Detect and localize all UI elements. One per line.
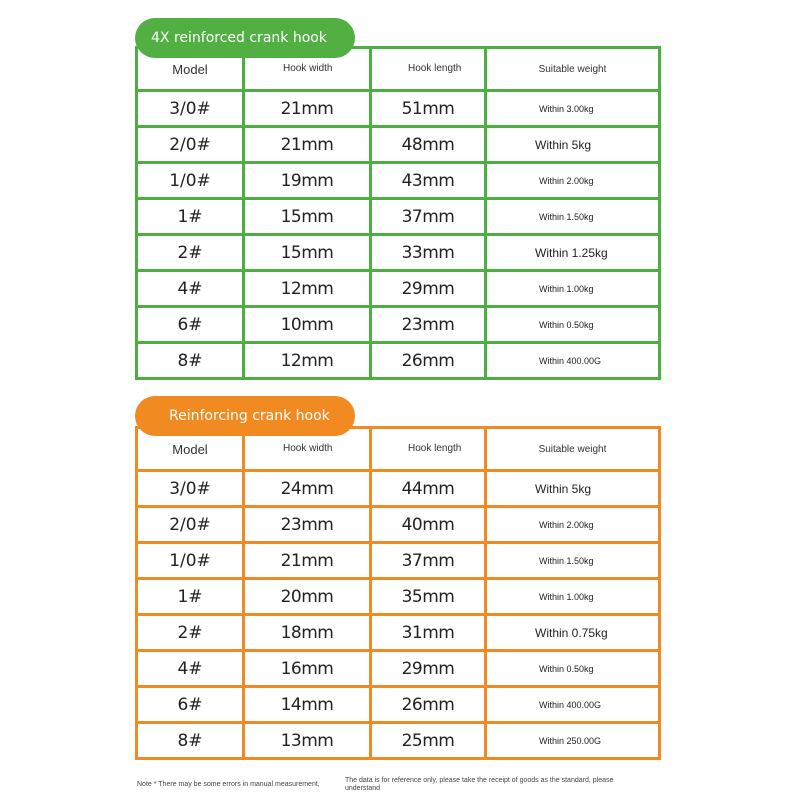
hook-length-cell: 23mm bbox=[371, 307, 486, 343]
table-row bbox=[137, 235, 660, 271]
model-cell: 6# bbox=[137, 687, 244, 723]
suitable-weight-cell: Within 2.00kg bbox=[486, 507, 660, 543]
model-cell: 1/0# bbox=[137, 543, 244, 579]
table-row bbox=[137, 543, 660, 579]
header-hook-width: Hook width bbox=[244, 48, 371, 91]
table-row bbox=[137, 687, 660, 723]
spec-table-4x bbox=[135, 46, 661, 380]
suitable-weight-cell: Within 250.00G bbox=[486, 723, 660, 759]
table-row bbox=[137, 651, 660, 687]
table-row bbox=[137, 471, 660, 507]
model-cell: 4# bbox=[137, 271, 244, 307]
hook-width-cell: 16mm bbox=[244, 651, 371, 687]
hook-width-cell: 20mm bbox=[244, 579, 371, 615]
model-cell: 6# bbox=[137, 307, 244, 343]
hook-length-cell: 31mm bbox=[371, 615, 486, 651]
header-model: Model bbox=[137, 48, 244, 91]
hook-length-cell: 40mm bbox=[371, 507, 486, 543]
table-row bbox=[137, 163, 660, 199]
hook-width-cell: 12mm bbox=[244, 343, 371, 379]
table-row bbox=[137, 507, 660, 543]
hook-length-cell: 43mm bbox=[371, 163, 486, 199]
header-hook-length: Hook length bbox=[371, 428, 486, 471]
note-left: Note * There may be some errors in manual measurement, bbox=[137, 781, 320, 788]
model-cell: 2/0# bbox=[137, 507, 244, 543]
model-cell: 1# bbox=[137, 199, 244, 235]
hook-width-cell: 14mm bbox=[244, 687, 371, 723]
hook-width-cell: 10mm bbox=[244, 307, 371, 343]
note-right: The data is for reference only, please take the receipt of goods as the standard, please understand bbox=[345, 777, 614, 792]
model-cell: 4# bbox=[137, 651, 244, 687]
hook-width-cell: 23mm bbox=[244, 507, 371, 543]
hook-length-cell: 26mm bbox=[371, 687, 486, 723]
hook-width-cell: 24mm bbox=[244, 471, 371, 507]
table-row bbox=[137, 615, 660, 651]
suitable-weight-cell: Within 1.00kg bbox=[486, 579, 660, 615]
hook-length-cell: 35mm bbox=[371, 579, 486, 615]
hook-length-cell: 37mm bbox=[371, 199, 486, 235]
header-suitable-weight: Suitable weight bbox=[486, 428, 660, 471]
hook-length-cell: 33mm bbox=[371, 235, 486, 271]
header-model: Model bbox=[137, 428, 244, 471]
hook-length-cell: 37mm bbox=[371, 543, 486, 579]
suitable-weight-cell: Within 400.00G bbox=[486, 687, 660, 723]
suitable-weight-cell: Within 0.50kg bbox=[486, 307, 660, 343]
table-title-badge: Reinforcing crank hook bbox=[135, 396, 355, 436]
table-row bbox=[137, 307, 660, 343]
hook-width-cell: 13mm bbox=[244, 723, 371, 759]
hook-length-cell: 51mm bbox=[371, 91, 486, 127]
suitable-weight-cell: Within 2.00kg bbox=[486, 163, 660, 199]
model-cell: 3/0# bbox=[137, 471, 244, 507]
suitable-weight-cell: Within 0.75kg bbox=[486, 615, 660, 651]
table-row bbox=[137, 199, 660, 235]
suitable-weight-cell: Within 1.50kg bbox=[486, 543, 660, 579]
suitable-weight-cell: Within 400.00G bbox=[486, 343, 660, 379]
hook-length-cell: 29mm bbox=[371, 271, 486, 307]
model-cell: 1# bbox=[137, 579, 244, 615]
hook-width-cell: 21mm bbox=[244, 543, 371, 579]
table-row bbox=[137, 579, 660, 615]
model-cell: 3/0# bbox=[137, 91, 244, 127]
suitable-weight-cell: Within 1.50kg bbox=[486, 199, 660, 235]
hook-width-cell: 19mm bbox=[244, 163, 371, 199]
suitable-weight-cell: Within 1.25kg bbox=[486, 235, 660, 271]
suitable-weight-cell: Within 5kg bbox=[486, 127, 660, 163]
hook-width-cell: 15mm bbox=[244, 235, 371, 271]
header-hook-length: Hook length bbox=[371, 48, 486, 91]
suitable-weight-cell: Within 1.00kg bbox=[486, 271, 660, 307]
hook-width-cell: 12mm bbox=[244, 271, 371, 307]
header-suitable-weight: Suitable weight bbox=[486, 48, 660, 91]
table-row bbox=[137, 91, 660, 127]
table-row bbox=[137, 343, 660, 379]
suitable-weight-cell: Within 5kg bbox=[486, 471, 660, 507]
header-hook-width: Hook width bbox=[244, 428, 371, 471]
table-row bbox=[137, 271, 660, 307]
model-cell: 8# bbox=[137, 343, 244, 379]
model-cell: 1/0# bbox=[137, 163, 244, 199]
hook-length-cell: 44mm bbox=[371, 471, 486, 507]
model-cell: 2/0# bbox=[137, 127, 244, 163]
spec-table-reinforcing bbox=[135, 426, 661, 760]
hook-length-cell: 26mm bbox=[371, 343, 486, 379]
hook-width-cell: 21mm bbox=[244, 127, 371, 163]
hook-width-cell: 15mm bbox=[244, 199, 371, 235]
model-cell: 2# bbox=[137, 615, 244, 651]
model-cell: 8# bbox=[137, 723, 244, 759]
hook-width-cell: 21mm bbox=[244, 91, 371, 127]
hook-length-cell: 48mm bbox=[371, 127, 486, 163]
hook-width-cell: 18mm bbox=[244, 615, 371, 651]
suitable-weight-cell: Within 3.00kg bbox=[486, 91, 660, 127]
suitable-weight-cell: Within 0.50kg bbox=[486, 651, 660, 687]
hook-length-cell: 25mm bbox=[371, 723, 486, 759]
hook-length-cell: 29mm bbox=[371, 651, 486, 687]
table-row bbox=[137, 723, 660, 759]
table-row bbox=[137, 127, 660, 163]
model-cell: 2# bbox=[137, 235, 244, 271]
table-title-badge: 4X reinforced crank hook bbox=[135, 18, 355, 58]
